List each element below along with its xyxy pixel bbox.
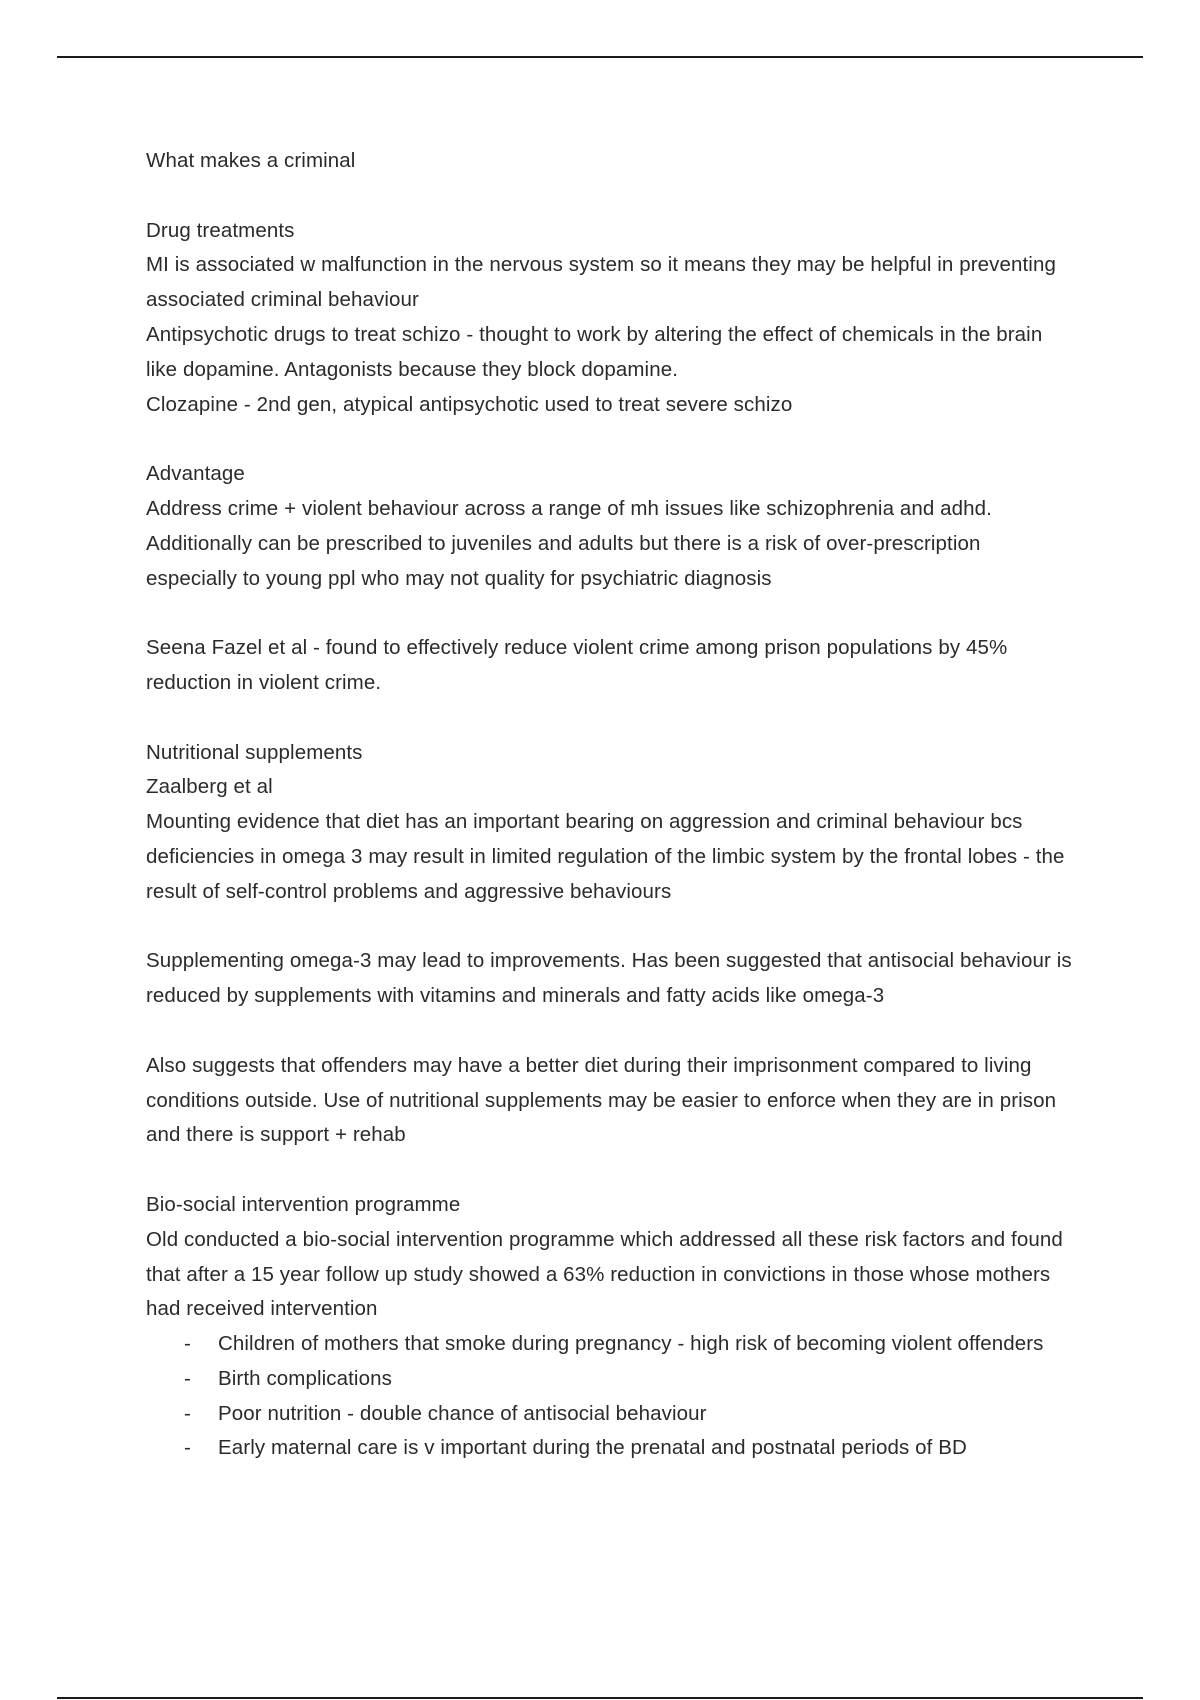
document-body (146, 144, 1076, 1466)
fazel-paragraph: Seena Fazel et al - found to effectively reduce violent crime among prison populations by 45% reduction in violent crime. (146, 636, 1008, 694)
document-title: What makes a criminal (146, 149, 356, 172)
drug-paragraph-1: MI is associated w malfunction in the nervous system so it means they may be helpful in preventing associated criminal behaviour (146, 253, 1056, 312)
list-item (146, 1362, 1076, 1397)
spacer (146, 1014, 1076, 1049)
advantage-heading: Advantage (146, 462, 245, 486)
zaalberg-subheading: Zaalberg et al (146, 775, 273, 799)
nutrition-paragraph-3: Also suggests that offenders may have a better diet during their imprisonment compared to living conditions outside. Use of nutritional supplements may be easier to enforce when they are in prison and there is support + rehab (146, 1053, 1057, 1147)
drug-paragraph-2: Antipsychotic drugs to treat schizo - thought to work by altering the effect of chemicals in the brain like dopamine. Antagonists because they block dopamine. (146, 322, 1043, 381)
bottom-rule (57, 1697, 1143, 1699)
list-item (146, 1397, 1076, 1432)
biosocial-heading: Bio-social intervention programme (146, 1192, 461, 1216)
bullet-dash: - (184, 1436, 191, 1460)
spacer (146, 910, 1076, 945)
risk-factor-list (146, 1327, 1076, 1466)
advantage-paragraph: Address crime + violent behaviour across a range of mh issues like schizophrenia and adhd. Additionally can be prescribed to juveniles and adults but there is a risk of over-prescription especially to young ppl who may not quality for psychiatric diagnosis (146, 496, 992, 590)
bullet-dash: - (184, 1332, 191, 1356)
list-item (146, 1431, 1076, 1466)
bullet-dash: - (184, 1366, 191, 1390)
nutrition-paragraph-1: Mounting evidence that diet has an important bearing on aggression and criminal behaviour bcs deficiencies in omega 3 may result in limited regulation of the limbic system by the frontal lobes - the result of self-control problems and aggressive behaviours (146, 810, 1065, 903)
list-item (146, 1327, 1076, 1362)
list-item-text: Children of mothers that smoke during pregnancy - high risk of becoming violent offenders (218, 1332, 1044, 1356)
spacer (146, 422, 1076, 457)
list-item-text: Poor nutrition - double chance of antisocial behaviour (218, 1401, 707, 1425)
drug-paragraph-3: Clozapine - 2nd gen, atypical antipsychotic used to treat severe schizo (146, 392, 793, 416)
spacer (146, 1153, 1076, 1188)
spacer (146, 596, 1076, 631)
biosocial-paragraph: Old conducted a bio-social intervention programme which addressed all these risk factors and found that after a 15 year follow up study showed a 63% reduction in convictions in those whose mothers had received intervention (146, 1227, 1063, 1321)
list-item-text: Birth complications (218, 1366, 392, 1390)
nutritional-supplements-heading: Nutritional supplements (146, 740, 363, 764)
drug-treatments-heading: Drug treatments (146, 218, 295, 242)
spacer (146, 179, 1076, 214)
top-rule (57, 56, 1143, 58)
spacer (146, 701, 1076, 736)
list-item-text: Early maternal care is v important during the prenatal and postnatal periods of BD (218, 1436, 967, 1460)
nutrition-paragraph-2: Supplementing omega-3 may lead to improvements. Has been suggested that antisocial behaviour is reduced by supplements with vitamins and minerals and fatty acids like omega-3 (146, 949, 1072, 1008)
bullet-dash: - (184, 1401, 191, 1425)
